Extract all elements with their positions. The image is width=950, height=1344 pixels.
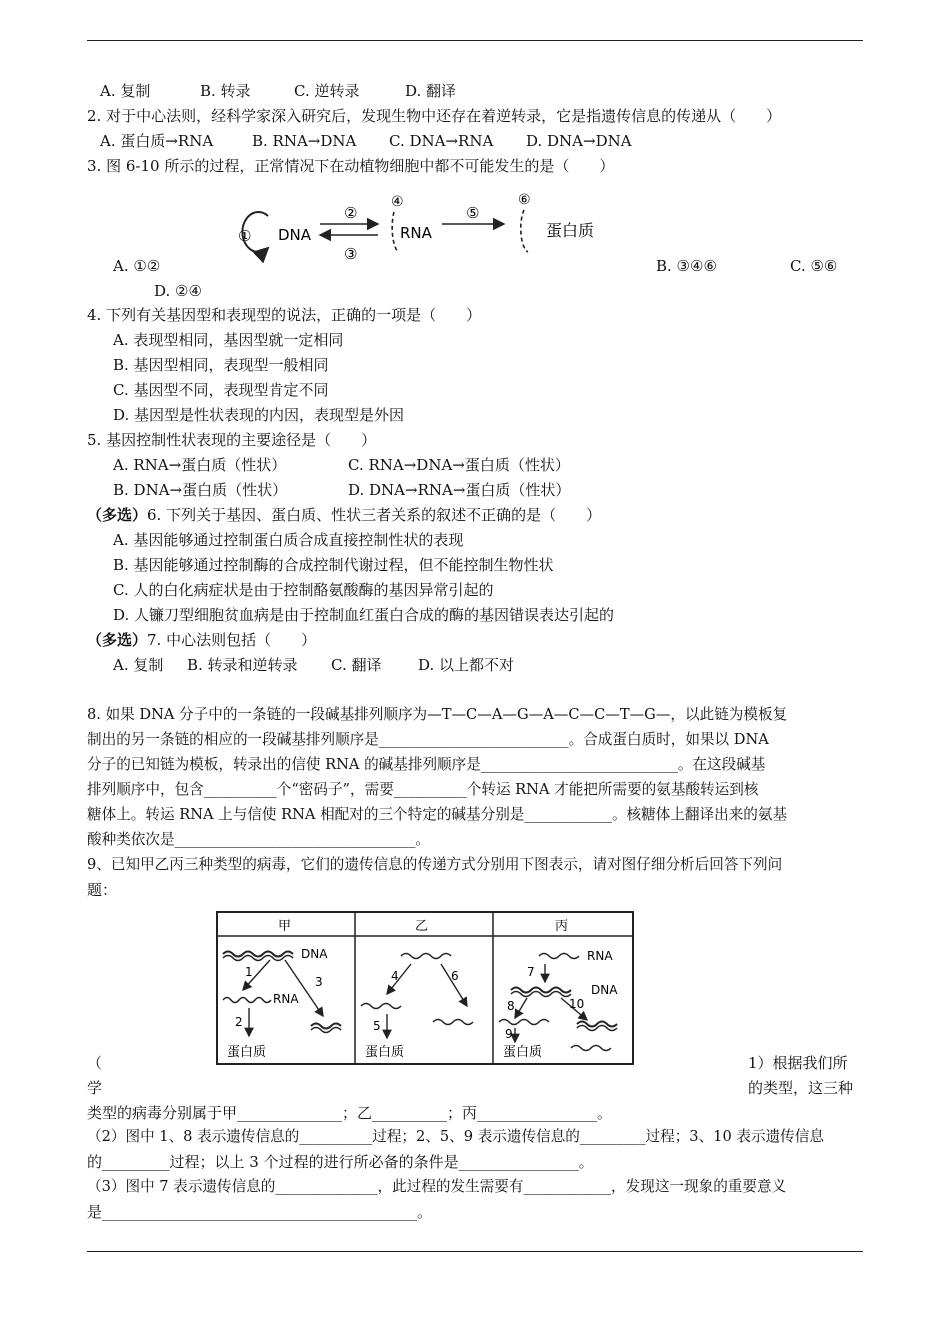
q9-answer-1: 类型的病毒分别属于甲______________；乙__________；丙________________。	[87, 1104, 613, 1122]
q2-option-b: B. RNA→DNA	[252, 132, 357, 150]
q6-option-c: C. 人的白化病症状是由于控制酪氨酸酶的基因异常引起的	[113, 581, 494, 599]
q7-option-c: C. 翻译	[331, 656, 382, 674]
q8-line-2: 制出的另一条链的相应的一段碱基排列顺序是__________________________。合成蛋白质时，如果以 DNA	[87, 731, 769, 748]
bing-num-8: 8	[507, 999, 515, 1013]
bing-rna-strand	[539, 954, 579, 959]
bing-arrow-8	[515, 998, 527, 1018]
q5-option-b: B. DNA→蛋白质（性状）	[113, 481, 288, 499]
q4-option-b: B. 基因型相同，表现型一般相同	[113, 356, 329, 374]
q8-line-1: 8. 如果 DNA 分子中的一条链的一段碱基排列顺序为—T—C—A—G—A—C—C—T—G—，以此链为模板复	[87, 706, 788, 723]
q6-multi-tag: （多选）	[87, 506, 148, 524]
q9-line-2: 题：	[87, 881, 118, 899]
q3-option-c: C. ⑤⑥	[790, 257, 838, 275]
header-yi: 乙	[415, 919, 429, 934]
q9-side-left-2: 学	[87, 1079, 103, 1097]
q7-stem: 7. 中心法则包括（ ）	[147, 631, 317, 649]
q7-multi-tag: （多选）	[87, 631, 148, 649]
q4-option-c: C. 基因型不同，表现型肯定不同	[113, 381, 329, 399]
bing-num-9: 9	[505, 1027, 513, 1041]
bing-num-10: 10	[569, 997, 585, 1011]
bing-rna-bottom	[571, 1046, 611, 1051]
q5-option-a: A. RNA→蛋白质（性状）	[113, 456, 287, 474]
fig-label-5: ⑤	[466, 204, 480, 222]
yi-num-5: 5	[373, 1019, 381, 1033]
yi-rna-copy-2	[433, 1020, 473, 1025]
q8-line-5: 糖体上。转运 RNA 上与信使 RNA 相配对的三个特定的碱基分别是____________。核糖体上翻译出来的氨基	[87, 806, 788, 823]
q9-side-right-1: 1）根据我们所	[748, 1054, 848, 1072]
q5-option-c: C. RNA→DNA→蛋白质（性状）	[348, 456, 570, 474]
q3-option-a: A. ①②	[113, 257, 161, 275]
central-dogma-figure	[238, 186, 608, 264]
fig-label-4: ④	[391, 194, 404, 210]
q8-line-4: 排列顺序中，包含__________个“密码子”，需要__________个转运 RNA 才能把所需要的氨基酸转运到核	[87, 781, 759, 798]
q8-line-6: 酸种类依次是_________________________________。	[87, 831, 430, 848]
bottom-rule	[87, 1251, 863, 1252]
rna-replication-loop	[392, 212, 398, 252]
jia-num-1: 1	[245, 965, 253, 979]
q1-option-c: C. 逆转录	[294, 82, 360, 100]
q7-option-a: A. 复制	[113, 656, 164, 674]
jia-num-2: 2	[235, 1015, 243, 1029]
header-jia: 甲	[278, 919, 292, 934]
bing-rna-label: RNA	[587, 949, 613, 963]
fig-dna: DNA	[278, 226, 312, 244]
q7-stem-line	[87, 630, 316, 650]
header-bing: 丙	[555, 919, 569, 934]
q7-option-d: D. 以上都不对	[418, 656, 515, 674]
jia-protein-label: 蛋白质	[227, 1045, 267, 1060]
q9-answer-4: （3）图中 7 表示遗传信息的______________，此过程的发生需要有____________，发现这一现象的重要意义	[87, 1178, 787, 1195]
yi-protein-label: 蛋白质	[365, 1045, 405, 1060]
bing-rna-copy	[499, 1020, 549, 1025]
bing-protein-label: 蛋白质	[503, 1045, 543, 1060]
q9-side-left-1: （	[87, 1054, 103, 1072]
jia-num-3: 3	[315, 975, 323, 989]
q3-option-d: D. ②④	[154, 282, 202, 300]
virus-information-flow-figure	[215, 910, 635, 1066]
q8-line-3: 分子的已知链为模板，转录出的信使 RNA 的碱基排列顺序是___________________________。在这段碱基	[87, 756, 766, 773]
q4-option-d: D. 基因型是性状表现的内因，表现型是外因	[113, 406, 405, 424]
q9-answer-3: 的_________过程；以上 3 个过程的进行所必备的条件是________________。	[87, 1153, 594, 1171]
yi-rna-strand	[401, 954, 451, 959]
bing-num-7: 7	[527, 965, 535, 979]
bing-dna-strand	[511, 988, 571, 993]
q6-option-d: D. 人镰刀型细胞贫血病是由于控制血红蛋白合成的酶的基因错误表达引起的	[113, 606, 615, 624]
q2-stem: 2. 对于中心法则，经科学家深入研究后，发现生物中还存在着逆转录，它是指遗传信息的传递从（ ）	[87, 107, 782, 125]
q6-option-a: A. 基因能够通过控制蛋白质合成直接控制性状的表现	[113, 531, 464, 549]
q9-answer-2: （2）图中 1、8 表示遗传信息的__________过程；2、5、9 表示遗传信息的_________过程；3、10 表示遗传信息	[87, 1128, 824, 1145]
q4-stem: 4. 下列有关基因型和表现型的说法，正确的一项是（ ）	[87, 306, 482, 324]
q2-option-c: C. DNA→RNA	[389, 132, 494, 150]
fig-label-3: ③	[344, 245, 358, 263]
q6-option-b: B. 基因能够通过控制酶的合成控制代谢过程，但不能控制生物性状	[113, 556, 554, 574]
figure-border	[217, 912, 633, 1064]
q3-stem: 3. 图 6-10 所示的过程，正常情况下在动植物细胞中都不可能发生的是（ ）	[87, 157, 615, 175]
jia-rna-strand	[223, 998, 271, 1003]
q6-stem: 6. 下列关于基因、蛋白质、性状三者关系的叙述不正确的是（ ）	[147, 506, 602, 524]
q4-option-a: A. 表现型相同，基因型就一定相同	[113, 331, 344, 349]
q2-option-a: A. 蛋白质→RNA	[100, 132, 214, 150]
fig-label-6: ⑥	[518, 192, 531, 208]
q5-option-d: D. DNA→RNA→蛋白质（性状）	[348, 481, 571, 499]
yi-rna-copy	[361, 1004, 401, 1009]
bing-dna-strand-2	[511, 992, 571, 997]
jia-rna-label: RNA	[273, 992, 299, 1006]
fig-label-1: ①	[238, 227, 252, 245]
q1-option-b: B. 转录	[200, 82, 251, 100]
q9-side-right-2: 的类型，这三种	[748, 1079, 854, 1097]
top-rule	[87, 40, 863, 41]
q9-answer-5: 是__________________________________________。	[87, 1203, 433, 1221]
fig-label-2: ②	[344, 204, 358, 222]
q1-option-a: A. 复制	[100, 82, 151, 100]
q7-option-b: B. 转录和逆转录	[187, 656, 298, 674]
bing-dna-label: DNA	[591, 983, 618, 997]
protein-loop	[521, 210, 528, 252]
yi-num-6: 6	[451, 969, 459, 983]
q1-option-d: D. 翻译	[405, 82, 457, 100]
q3-option-b: B. ③④⑥	[656, 257, 717, 275]
fig-protein: 蛋白质	[546, 221, 595, 240]
jia-dna-label: DNA	[301, 947, 328, 961]
fig-rna: RNA	[400, 224, 432, 242]
q6-stem-line	[87, 505, 601, 525]
q5-stem: 5. 基因控制性状表现的主要途径是（ ）	[87, 431, 377, 449]
yi-num-4: 4	[391, 969, 399, 983]
q9-line-1: 9、已知甲乙丙三种类型的病毒，它们的遗传信息的传递方式分别用下图表示，请对图仔细分析后回答下列问	[87, 856, 783, 873]
jia-dna-strand	[223, 952, 293, 957]
q2-option-d: D. DNA→DNA	[526, 132, 632, 150]
